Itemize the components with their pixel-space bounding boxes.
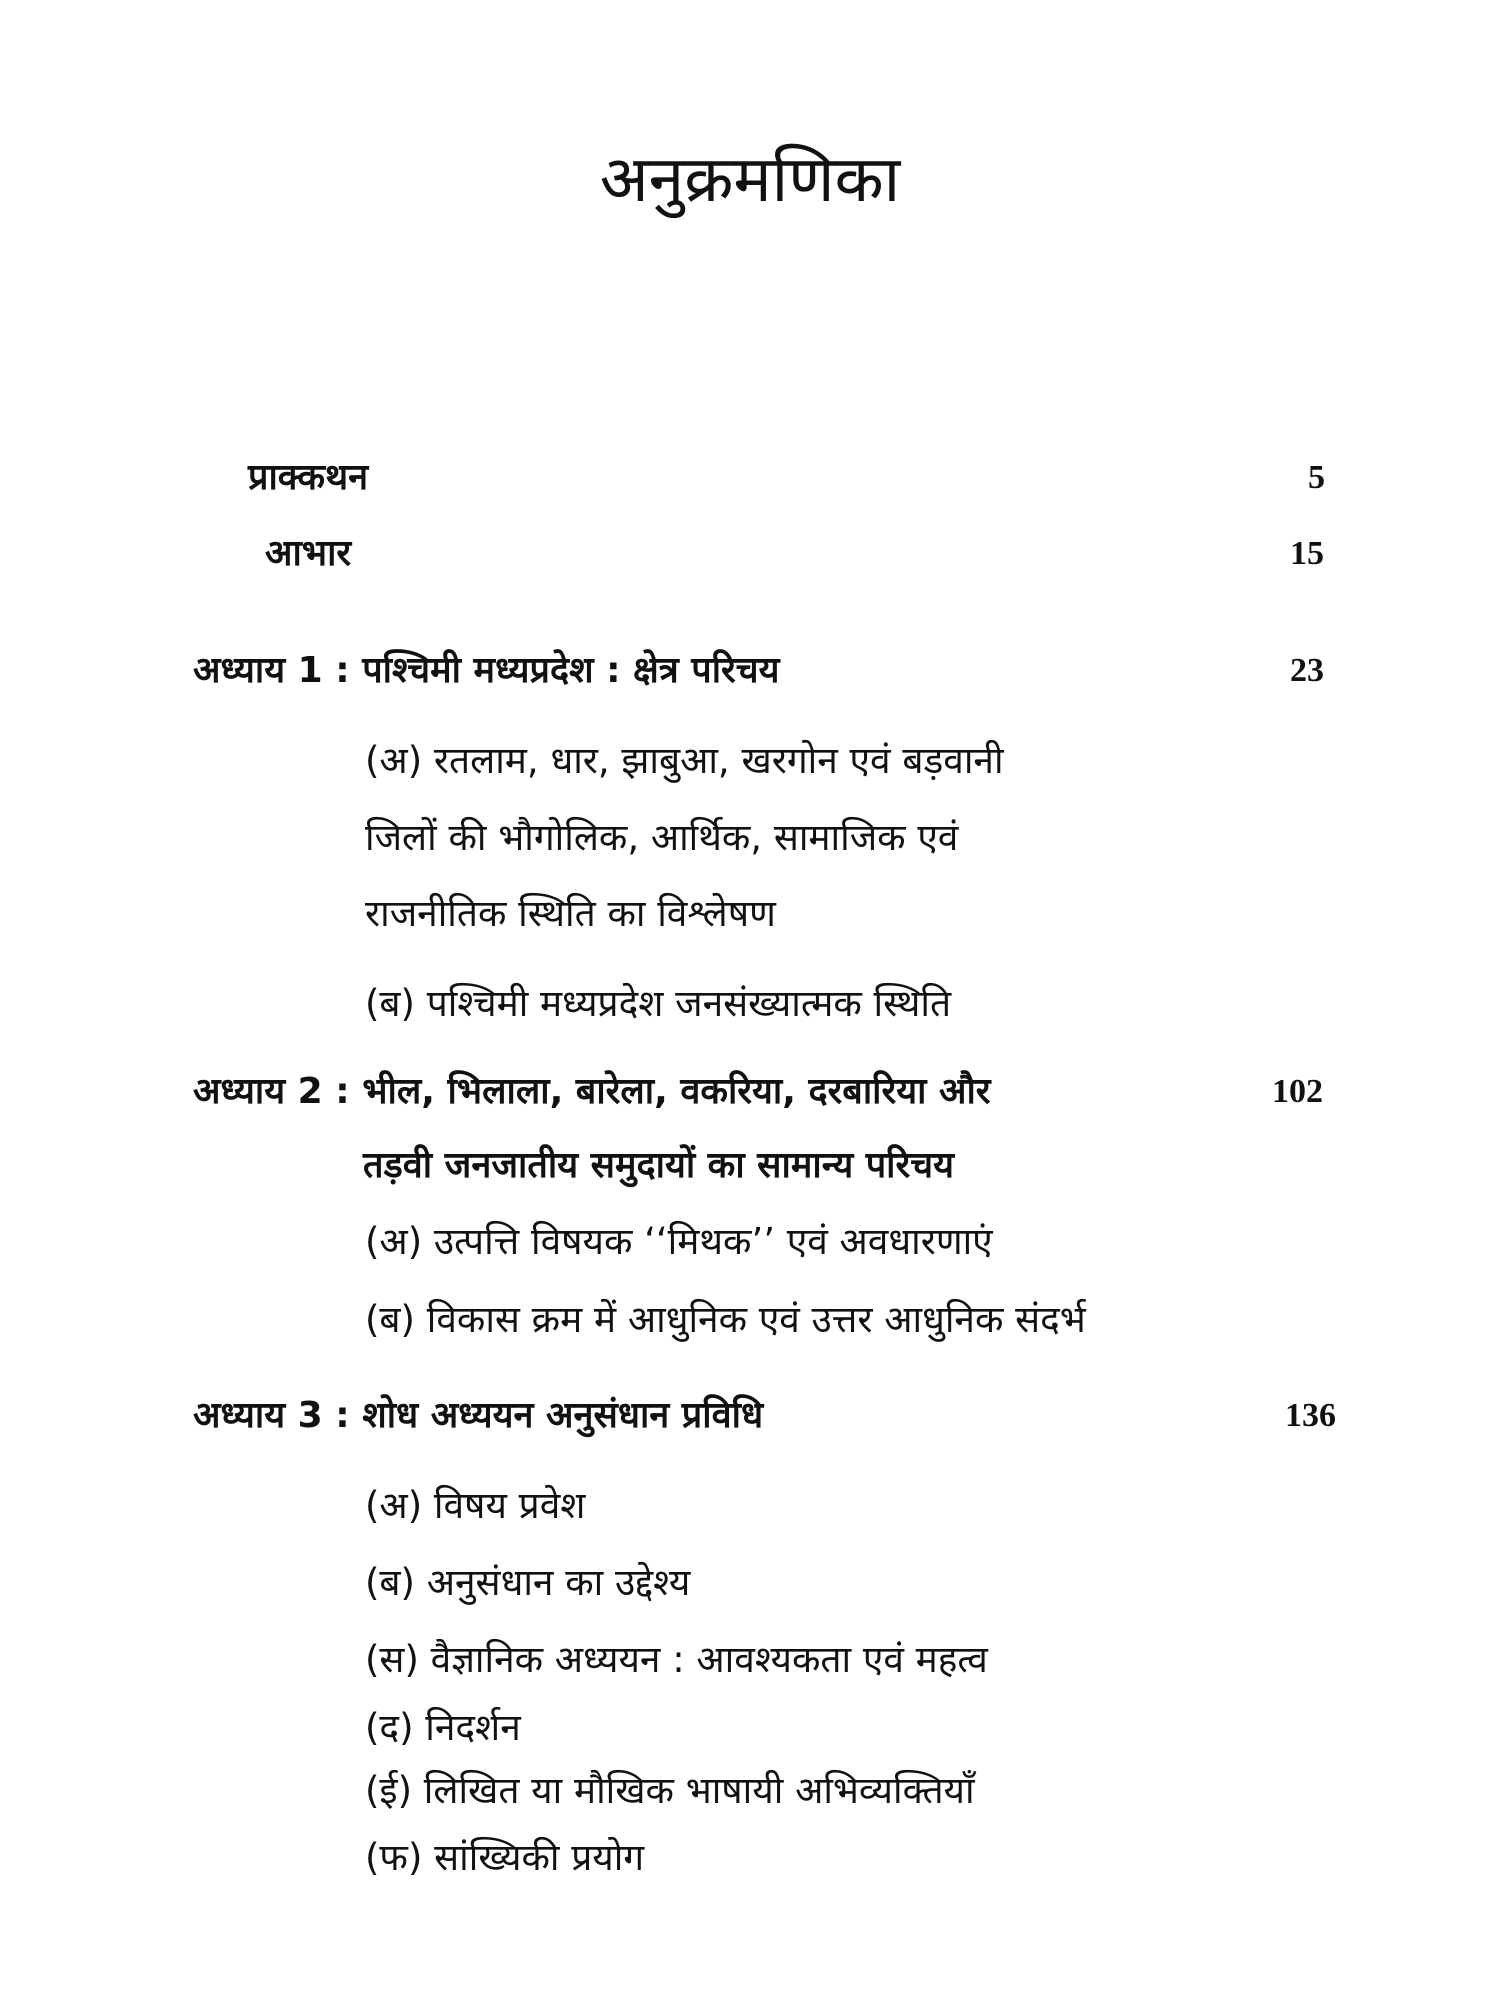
chapter-3-sub-f: (फ) सांख्यिकी प्रयोग: [365, 1836, 645, 1879]
chapter-2-sub-a: (अ) उत्पत्ति विषयक ‘‘मिथक’’ एवं अवधारणाएं: [365, 1220, 993, 1263]
toc-chapter-1-heading: [193, 645, 779, 697]
toc-entry-acknowledgement: आभार: [265, 533, 352, 574]
toc-page-number-preface: 5: [1308, 459, 1325, 496]
toc-page-number-chapter-3: 136: [1285, 1397, 1336, 1434]
toc-page-number-chapter-2: 102: [1272, 1073, 1323, 1110]
chapter-3-separator: :: [335, 1395, 350, 1436]
page-title: अनुक्रमणिका: [599, 143, 901, 217]
chapter-2-title-line-2: तड़वी जनजातीय समुदायों का सामान्य परिचय: [363, 1145, 954, 1186]
chapter-1-title: पश्चिमी मध्यप्रदेश : क्षेत्र परिचय: [362, 650, 780, 691]
chapter-3-sub-a: (अ) विषय प्रवेश: [365, 1484, 586, 1527]
chapter-1-sub-a-line-2: जिलों की भौगोलिक, आर्थिक, सामाजिक एवं: [365, 816, 959, 859]
chapter-2-sub-b: (ब) विकास क्रम में आधुनिक एवं उत्तर आधुनिक संदर्भ: [365, 1298, 1086, 1341]
chapter-3-sub-b: (ब) अनुसंधान का उद्देश्य: [365, 1561, 691, 1604]
chapter-2-title-line-1: भील, भिलाला, बारेला, वकरिया, दरबारिया और: [362, 1071, 991, 1112]
chapter-1-separator: :: [335, 650, 350, 691]
chapter-1-sub-a-line-3: राजनीतिक स्थिति का विश्लेषण: [365, 892, 776, 935]
chapter-3-title: शोध अध्ययन अनुसंधान प्रविधि: [362, 1395, 764, 1436]
toc-chapter-2-heading: [193, 1066, 991, 1118]
chapter-3-sub-d: (द) निदर्शन: [365, 1706, 521, 1749]
toc-chapter-3-heading: [193, 1390, 763, 1442]
chapter-1-sub-a-line-1: (अ) रतलाम, धार, झाबुआ, खरगोन एवं बड़वानी: [365, 739, 1004, 782]
chapter-3-sub-c: (स) वैज्ञानिक अध्ययन : आवश्यकता एवं महत्व: [365, 1638, 988, 1681]
toc-page-number-acknowledgement: 15: [1290, 535, 1324, 572]
chapter-3-sub-e: (ई) लिखित या मौखिक भाषायी अभिव्यक्तियाँ: [365, 1769, 975, 1812]
toc-entry-preface: प्राक्कथन: [248, 457, 369, 498]
chapter-2-separator: :: [335, 1071, 350, 1112]
chapter-1-label: अध्याय 1: [193, 650, 323, 691]
chapter-1-sub-b: (ब) पश्चिमी मध्यप्रदेश जनसंख्यात्मक स्थिति: [365, 982, 952, 1025]
chapter-3-label: अध्याय 3: [193, 1395, 323, 1436]
toc-page-number-chapter-1: 23: [1290, 652, 1324, 689]
chapter-2-label: अध्याय 2: [193, 1071, 323, 1112]
